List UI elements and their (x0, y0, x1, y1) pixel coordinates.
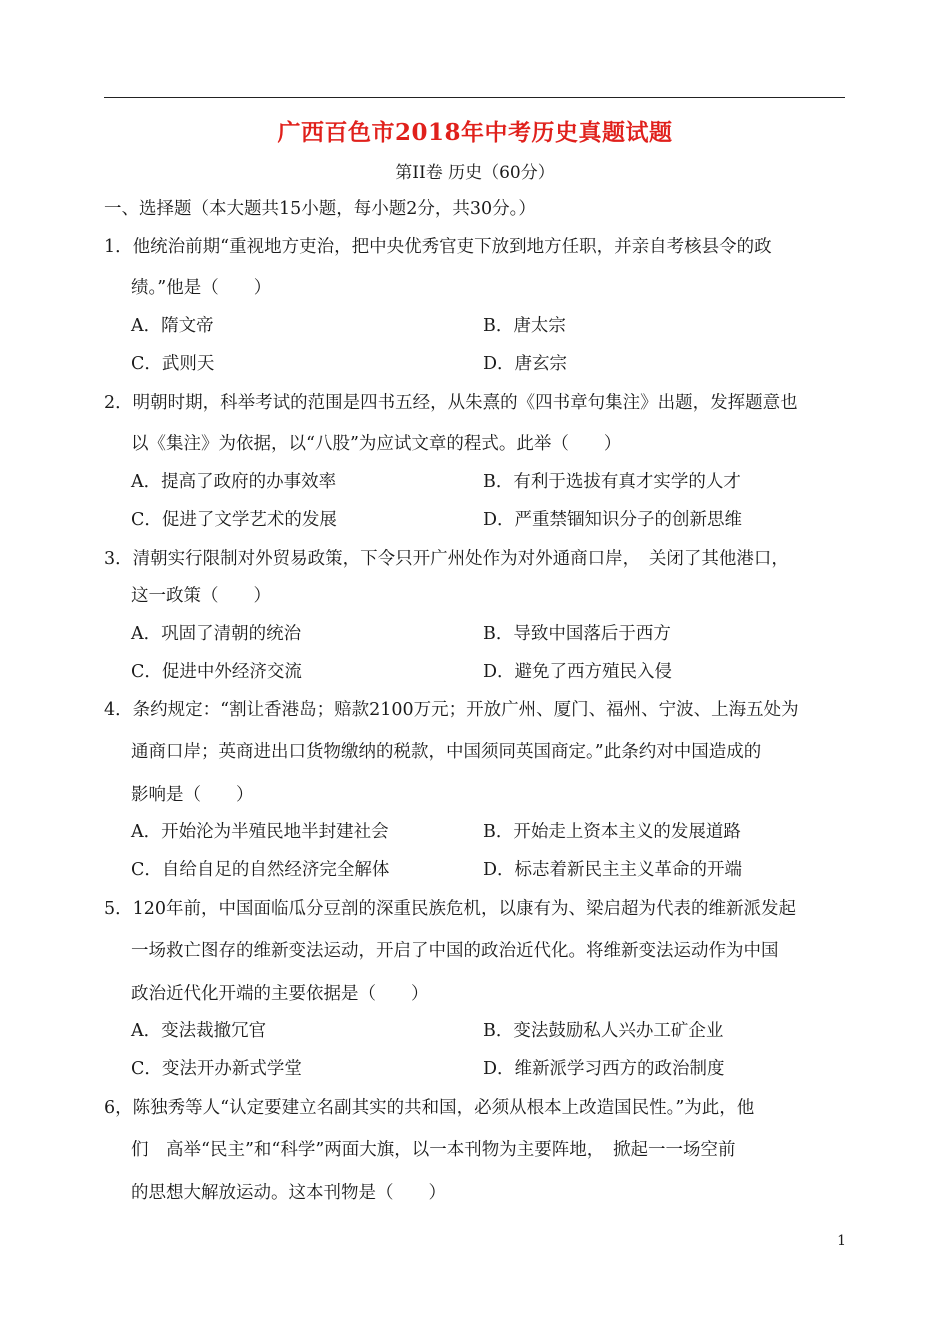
header-rule (104, 97, 845, 98)
question-3-line-2: 这一政策（ ） (131, 586, 271, 606)
question-4-line-2: 通商口岸；英商进出口货物缴纳的税款，中国须同英国商定。”此条约对中国造成的 (131, 742, 762, 762)
question-4-option-d: D．标志着新民主主义革命的开端 (483, 860, 743, 880)
question-2-option-a: A．提高了政府的办事效率 (131, 472, 337, 492)
question-3-option-c: C．促进中外经济交流 (131, 662, 302, 682)
question-3-option-d: D．避免了西方殖民入侵 (483, 662, 673, 682)
question-1-option-d: D．唐玄宗 (483, 354, 568, 374)
question-1-line-2: 绩。”他是（ ） (131, 278, 272, 298)
question-5-line-3: 政治近代化开端的主要依据是（ ） (131, 984, 429, 1004)
question-3-option-b: B．导致中国落后于西方 (483, 624, 671, 644)
question-4-line-1: 4．条约规定：“割让香港岛；赔款2100万元；开放广州、厦门、福州、宁波、上海五处为 (104, 700, 799, 720)
page-title: 广西百色市2018年中考历史真题试题 (277, 119, 673, 146)
page-number: 1 (837, 1233, 846, 1249)
question-6-line-2: 们 高举“民主”和“科学”两面大旗，以一本刊物为主要阵地， 掀起一一场空前 (131, 1140, 736, 1160)
question-5-line-2: 一场救亡图存的维新变法运动，开启了中国的政治近代化。将维新变法运动作为中国 (131, 941, 779, 961)
question-4-option-b: B．开始走上资本主义的发展道路 (483, 822, 741, 842)
question-1-option-c: C．武则天 (131, 354, 215, 374)
question-5-option-a: A．变法裁撤冗官 (131, 1021, 267, 1041)
question-1-option-a: A．隋文帝 (131, 316, 214, 336)
question-3-line-1: 3．清朝实行限制对外贸易政策，下令只开广州处作为对外通商口岸， 关闭了其他港口， (104, 549, 789, 569)
question-2-line-1: 2．明朝时期，科举考试的范围是四书五经，从朱熹的《四书章句集注》出题，发挥题意也 (104, 393, 798, 413)
question-2-line-2: 以《集注》为依据，以“八股”为应试文章的程式。此举（ ） (131, 434, 622, 454)
question-1-line-1: 1．他统治前期“重视地方吏治，把中央优秀官吏下放到地方任职，并亲自考核县令的政 (104, 237, 772, 257)
question-3-option-a: A．巩固了清朝的统治 (131, 624, 302, 644)
question-2-option-b: B．有利于选拔有真才实学的人才 (483, 472, 741, 492)
question-4-option-a: A．开始沦为半殖民地半封建社会 (131, 822, 389, 842)
section-heading: 一、选择题（本大题共15小题，每小题2分，共30分。） (104, 199, 536, 219)
question-5-option-c: C．变法开办新式学堂 (131, 1059, 302, 1079)
question-4-option-c: C．自给自足的自然经济完全解体 (131, 860, 390, 880)
question-5-option-d: D．维新派学习西方的政治制度 (483, 1059, 725, 1079)
question-4-line-3: 影响是（ ） (131, 785, 254, 805)
page-subtitle: 第II卷 历史（60分） (395, 163, 555, 183)
question-6-line-1: 6，陈独秀等人“认定要建立名副其实的共和国，必须从根本上改造国民性。”为此，他 (104, 1098, 755, 1118)
question-2-option-c: C．促进了文学艺术的发展 (131, 510, 337, 530)
question-6-line-3: 的思想大解放运动。这本刊物是（ ） (131, 1183, 446, 1203)
question-5-line-1: 5．120年前，中国面临瓜分豆剖的深重民族危机，以康有为、梁启超为代表的维新派发起 (104, 899, 797, 919)
question-2-option-d: D．严重禁锢知识分子的创新思维 (483, 510, 743, 530)
question-5-option-b: B．变法鼓励私人兴办工矿企业 (483, 1021, 724, 1041)
question-1-option-b: B．唐太宗 (483, 316, 566, 336)
